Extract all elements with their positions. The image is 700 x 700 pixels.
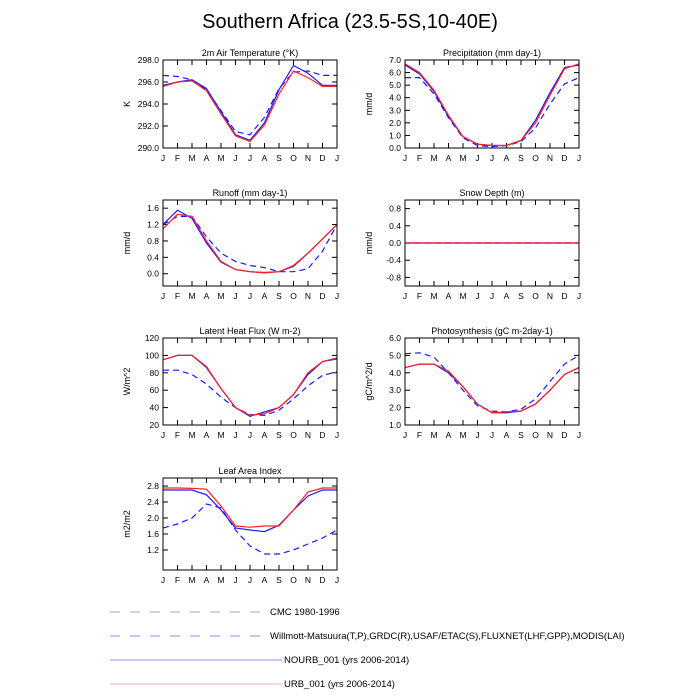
x-tick-label: S (276, 291, 282, 301)
y-tick-label: 3.0 (389, 105, 401, 116)
x-tick-label: O (290, 291, 297, 301)
x-tick-label: J (475, 430, 480, 440)
plot-frame (163, 200, 337, 286)
x-tick-label: J (475, 291, 480, 301)
x-tick-label: D (561, 291, 568, 301)
panel-5 (364, 326, 581, 440)
x-tick-label: M (430, 430, 438, 440)
y-tick-label: 60 (149, 385, 159, 396)
y-tick-label: 0.8 (389, 203, 401, 214)
x-tick-label: F (416, 153, 423, 163)
x-tick-label: M (217, 575, 225, 585)
x-tick-label: M (459, 153, 467, 163)
plot-frame (163, 338, 337, 425)
x-tick-label: J (247, 430, 253, 440)
y-axis-label: m2/m2 (122, 510, 132, 538)
x-tick-label: M (188, 291, 196, 301)
series-line-obs (163, 504, 337, 554)
x-tick-label: J (334, 575, 340, 585)
x-tick-label: J (489, 430, 495, 440)
x-tick-label: N (304, 430, 312, 440)
y-tick-label: 2.0 (389, 117, 401, 128)
x-tick-label: M (188, 153, 196, 163)
y-axis-label: W/m^2 (122, 367, 132, 396)
x-tick-label: A (445, 291, 452, 301)
x-tick-label: M (430, 153, 438, 163)
x-tick-label: F (174, 575, 181, 585)
x-tick-label: J (233, 575, 238, 585)
panel-title: Runoff (mm day-1) (212, 188, 288, 198)
x-tick-label: J (160, 291, 166, 301)
x-tick-label: O (532, 430, 539, 440)
y-tick-label: 80 (149, 367, 159, 378)
x-tick-label: M (430, 291, 438, 301)
series-line-obs (405, 353, 579, 412)
x-tick-label: J (247, 291, 253, 301)
y-tick-label: 1.2 (147, 545, 159, 555)
x-tick-label: J (489, 291, 495, 301)
y-tick-label: 290.0 (137, 143, 159, 153)
legend-label: CMC 1980-1996 (270, 607, 340, 618)
series-line-urb_001 (163, 71, 337, 141)
x-tick-label: M (217, 153, 225, 163)
x-tick-label: J (247, 153, 253, 163)
y-tick-label: 2.0 (389, 402, 401, 413)
y-tick-label: 0.4 (389, 220, 401, 231)
x-tick-label: A (203, 291, 210, 301)
x-tick-label: J (402, 430, 408, 440)
y-tick-label: 1.0 (389, 420, 401, 430)
x-tick-label: O (532, 291, 539, 301)
x-tick-label: J (576, 430, 582, 440)
x-tick-label: J (233, 430, 238, 440)
x-tick-label: J (233, 153, 238, 163)
y-tick-label: 0.0 (147, 268, 159, 279)
panel-title: 2m Air Temperature (°K) (201, 48, 299, 58)
y-tick-label: -0.4 (386, 255, 401, 266)
y-tick-label: 298.0 (137, 55, 159, 65)
panel-1 (364, 48, 581, 163)
y-tick-label: 3.0 (389, 385, 401, 396)
y-tick-label: 0.4 (147, 252, 159, 263)
y-axis-label: mm/d (364, 92, 374, 116)
x-tick-label: N (304, 291, 312, 301)
y-axis-label: mm/d (122, 231, 132, 255)
y-tick-label: 1.2 (147, 219, 159, 230)
panel-title: Photosynthesis (gC m-2day-1) (431, 326, 553, 336)
y-tick-label: 5.0 (389, 80, 401, 91)
series-line-urb_001 (163, 355, 337, 415)
x-tick-label: F (174, 291, 181, 301)
x-tick-label: A (203, 430, 210, 440)
x-tick-label: S (276, 430, 282, 440)
y-axis-label: mm/d (364, 231, 374, 255)
x-tick-label: M (188, 430, 196, 440)
series-line-nourb_001 (163, 355, 337, 416)
x-tick-label: A (445, 430, 452, 440)
x-tick-label: A (503, 430, 510, 440)
y-tick-label: 4.0 (389, 367, 401, 378)
panel-3 (364, 188, 581, 301)
panel-title: Leaf Area Index (218, 466, 282, 476)
panel-title: Precipitation (mm day-1) (442, 48, 542, 58)
panel-4 (122, 326, 339, 440)
panel-2 (122, 188, 339, 301)
x-tick-label: D (561, 430, 568, 440)
y-tick-label: 7.0 (389, 55, 401, 65)
x-tick-label: A (261, 430, 268, 440)
x-tick-label: S (276, 153, 282, 163)
y-tick-label: 0.0 (389, 143, 401, 153)
panel-title: Snow Depth (m) (459, 188, 525, 198)
x-tick-label: A (445, 153, 452, 163)
y-tick-label: 1.6 (147, 529, 159, 539)
y-tick-label: 5.0 (389, 350, 401, 361)
x-tick-label: A (503, 291, 510, 301)
x-tick-label: J (475, 153, 480, 163)
y-tick-label: 20 (149, 420, 159, 430)
y-tick-label: 6.0 (389, 333, 401, 343)
y-tick-label: 4.0 (389, 92, 401, 103)
y-tick-label: 2.8 (147, 481, 159, 491)
x-tick-label: O (290, 430, 297, 440)
x-tick-label: A (203, 153, 210, 163)
x-tick-label: J (334, 291, 340, 301)
x-tick-label: O (290, 153, 297, 163)
y-tick-label: 0.8 (147, 235, 159, 246)
y-tick-label: 296.0 (137, 77, 159, 87)
x-tick-label: J (160, 575, 166, 585)
y-tick-label: 120 (144, 333, 159, 343)
x-tick-label: D (561, 153, 568, 163)
legend (110, 607, 625, 690)
x-tick-label: S (518, 153, 524, 163)
x-tick-label: J (160, 430, 166, 440)
y-tick-label: 100 (144, 350, 159, 361)
x-tick-label: N (304, 153, 312, 163)
series-line-nourb_001 (163, 66, 337, 141)
x-tick-label: N (304, 575, 312, 585)
x-tick-label: M (459, 291, 467, 301)
y-tick-label: -0.8 (386, 272, 401, 283)
x-tick-label: J (334, 153, 340, 163)
x-tick-label: J (576, 153, 582, 163)
x-tick-label: J (247, 575, 253, 585)
x-tick-label: F (416, 430, 423, 440)
x-tick-label: D (319, 430, 326, 440)
x-tick-label: A (261, 575, 268, 585)
x-tick-label: J (402, 291, 408, 301)
series-line-urb_001 (163, 214, 337, 273)
x-tick-label: N (546, 153, 554, 163)
y-tick-label: 2.4 (147, 497, 159, 507)
x-tick-label: D (319, 575, 326, 585)
y-tick-label: 2.0 (147, 513, 159, 523)
x-tick-label: F (416, 291, 423, 301)
x-tick-label: J (402, 153, 408, 163)
series-line-nourb_001 (405, 65, 579, 146)
x-tick-label: A (503, 153, 510, 163)
x-tick-label: N (546, 291, 554, 301)
legend-label: Willmott-Matsuura(T,P),GRDC(R),USAF/ETAC(S),FLUXNET(LHF,GPP),MODIS(LAI) (270, 631, 625, 642)
y-tick-label: 292.0 (137, 121, 159, 131)
series-line-urb_001 (405, 64, 579, 146)
y-tick-label: 40 (149, 402, 159, 413)
y-tick-label: 6.0 (389, 67, 401, 78)
x-tick-label: F (174, 430, 181, 440)
x-tick-label: F (174, 153, 181, 163)
x-tick-label: O (532, 153, 539, 163)
x-tick-label: M (217, 291, 225, 301)
x-tick-label: S (518, 291, 524, 301)
x-tick-label: N (546, 430, 554, 440)
series-line-nourb_001 (163, 490, 337, 532)
plot-frame (405, 60, 579, 148)
plot-frame (405, 338, 579, 425)
x-tick-label: M (459, 430, 467, 440)
x-tick-label: M (188, 575, 196, 585)
x-tick-label: J (160, 153, 166, 163)
x-tick-label: A (261, 291, 268, 301)
figure-title: Southern Africa (23.5-5S,10-40E) (202, 11, 498, 33)
series-line-urb_001 (163, 488, 337, 527)
x-tick-label: A (261, 153, 268, 163)
x-tick-label: J (489, 153, 495, 163)
x-tick-label: J (576, 291, 582, 301)
panel-6 (122, 466, 339, 585)
x-tick-label: J (233, 291, 238, 301)
x-tick-label: D (319, 291, 326, 301)
x-tick-label: A (203, 575, 210, 585)
x-tick-label: M (217, 430, 225, 440)
series-line-nourb_001 (163, 210, 337, 272)
panel-title: Latent Heat Flux (W m-2) (199, 326, 301, 336)
series-line-nourb_001 (405, 364, 579, 413)
panel-0 (122, 48, 339, 163)
y-tick-label: 0.0 (389, 238, 401, 248)
series-line-obs (163, 216, 337, 271)
legend-label: URB_001 (yrs 2006-2014) (284, 679, 395, 690)
series-line-urb_001 (405, 364, 579, 413)
x-tick-label: S (518, 430, 524, 440)
y-axis-label: K (122, 100, 132, 108)
legend-label: NOURB_001 (yrs 2006-2014) (284, 655, 410, 666)
series-line-obs (163, 370, 337, 415)
y-tick-label: 294.0 (137, 99, 159, 109)
x-tick-label: S (276, 575, 282, 585)
y-axis-label: gC/m^2/d (364, 362, 374, 401)
y-tick-label: 1.0 (389, 130, 401, 141)
x-tick-label: D (319, 153, 326, 163)
y-tick-label: 1.6 (147, 203, 159, 214)
x-tick-label: O (290, 575, 297, 585)
x-tick-label: J (334, 430, 340, 440)
